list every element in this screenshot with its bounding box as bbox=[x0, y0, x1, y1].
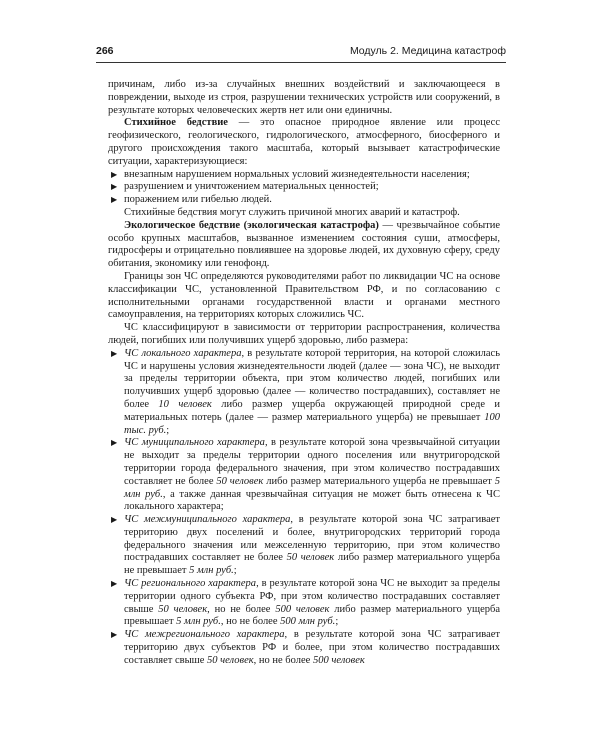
paragraph: ЧС классифицируют в зависимости от территории распространения, количества людей, погибших или получивших ущерб здоровью, либо размера: bbox=[108, 322, 500, 346]
bullet-icon: ▶ bbox=[111, 195, 118, 205]
paragraph: причинам, либо из-за случайных внешних воздействий и заключающееся в повреждении, выходе из строя, разрушении технических устройств или сооружений, в результате которых человеческих жертв нет или они единичны. bbox=[108, 79, 500, 116]
list-item-municipal: ▶ ЧС муниципального характера, в результате которой зона чрезвычайной ситуации не выходит за пределы территории одного поселения или внутригородской территории города федерального значения, при этом количество пострадавших составляет не более 50 человек либо размер материального ущерба не превышает 5 млн руб., а также данная чрезвычайная ситуация не может быть отнесена к ЧС локального характера; bbox=[111, 437, 501, 513]
list-item: ▶ внезапным нарушением нормальных условий жизнедеятельности населения; bbox=[111, 168, 470, 180]
bullet-icon: ▶ bbox=[111, 169, 118, 179]
classification-list bbox=[108, 348, 500, 668]
term: ЧС локального характера bbox=[124, 347, 242, 359]
bullet-icon: ▶ bbox=[111, 348, 118, 358]
running-title: Модуль 2. Медицина катастроф bbox=[349, 45, 506, 57]
bullet-icon: ▶ bbox=[111, 515, 118, 525]
term: ЧС межрегионального характера bbox=[124, 629, 285, 641]
bullet-icon: ▶ bbox=[111, 579, 118, 589]
list-item-regional: ▶ ЧС регионального характера, в результате которой зона ЧС не выходит за пределы территории одного субъекта РФ, при этом количество пострадавших составляет свыше 50 человек, но не более 500 человек либо размер материального ущерба превышает 5 млн руб., но не более 500 млн руб.; bbox=[111, 578, 501, 628]
page-number: 266 bbox=[96, 45, 114, 57]
paragraph: Стихийное бедствие — это опасное природное явление или процесс геофизического, геологического, гидрологического, атмосферного, биосферного и другого происхождения такого масштаба, который вызывает катастрофические ситуации, характеризующиеся: bbox=[108, 117, 500, 167]
body-text bbox=[108, 79, 500, 668]
term: ЧС межмуниципального характера bbox=[124, 514, 291, 526]
header-rule bbox=[96, 62, 506, 63]
term: Экологическое бедствие (экологическая катастрофа) bbox=[124, 219, 379, 231]
list-item-local: ▶ ЧС локального характера, в результате которой территория, на которой сложилась ЧС и нарушены условия жизнедеятельности людей (далее — зона ЧС), не выходит за пределы территории объекта, при этом количество людей, погибших или получивших ущерб здоровью (далее — количество пострадавших), составляет не более 10 человек либо размер ущерба окружающей природной среде и материальных потерь (далее — размер материального ущерба) не превышает 100 тыс. руб.; bbox=[111, 347, 501, 436]
list-item-interregional: ▶ ЧС межрегионального характера, в результате которой зона ЧС затрагивает территорию двух субъектов РФ и более, при этом количество пострадавших составляет свыше 50 человек, но не более 500 человек bbox=[111, 629, 500, 666]
list-item: ▶ разрушением и уничтожением материальных ценностей; bbox=[111, 181, 379, 193]
term: ЧС регионального характера bbox=[124, 578, 257, 590]
term: ЧС муниципального характера bbox=[124, 437, 265, 449]
bullet-icon: ▶ bbox=[111, 438, 118, 448]
bullet-icon: ▶ bbox=[111, 630, 118, 640]
bullet-list bbox=[108, 169, 500, 207]
list-item-intermunicipal: ▶ ЧС межмуниципального характера, в результате которой зона ЧС затрагивает территорию двух поселений и более, внутригородских территорий города федерального значения или межселенную территорию, при этом количество пострадавших составляет не более 50 человек либо размер материального ущерба не превышает 5 млн руб.; bbox=[111, 514, 500, 577]
paragraph: Экологическое бедствие (экологическая катастрофа) — чрезвычайное событие особо крупных масштабов, вызванное изменением состояния суши, атмосферы, гидросферы и отрицательно повлиявшее на здоровье людей, их духовную сферу, среду обитания, экономику или генофонд. bbox=[108, 219, 500, 270]
bullet-icon: ▶ bbox=[111, 182, 118, 192]
paragraph: Стихийные бедствия могут служить причиной многих аварий и катастроф. bbox=[124, 206, 460, 218]
paragraph: Границы зон ЧС определяются руководителями работ по ликвидации ЧС на основе классификации ЧС, установленной Правительством РФ, и по согласованию с исполнительными органами государственной власти и органами местного самоуправления, на территориях которых сложились ЧС. bbox=[108, 270, 500, 321]
list-item: ▶ поражением или гибелью людей. bbox=[111, 194, 272, 206]
term: Стихийное бедствие bbox=[124, 117, 228, 129]
